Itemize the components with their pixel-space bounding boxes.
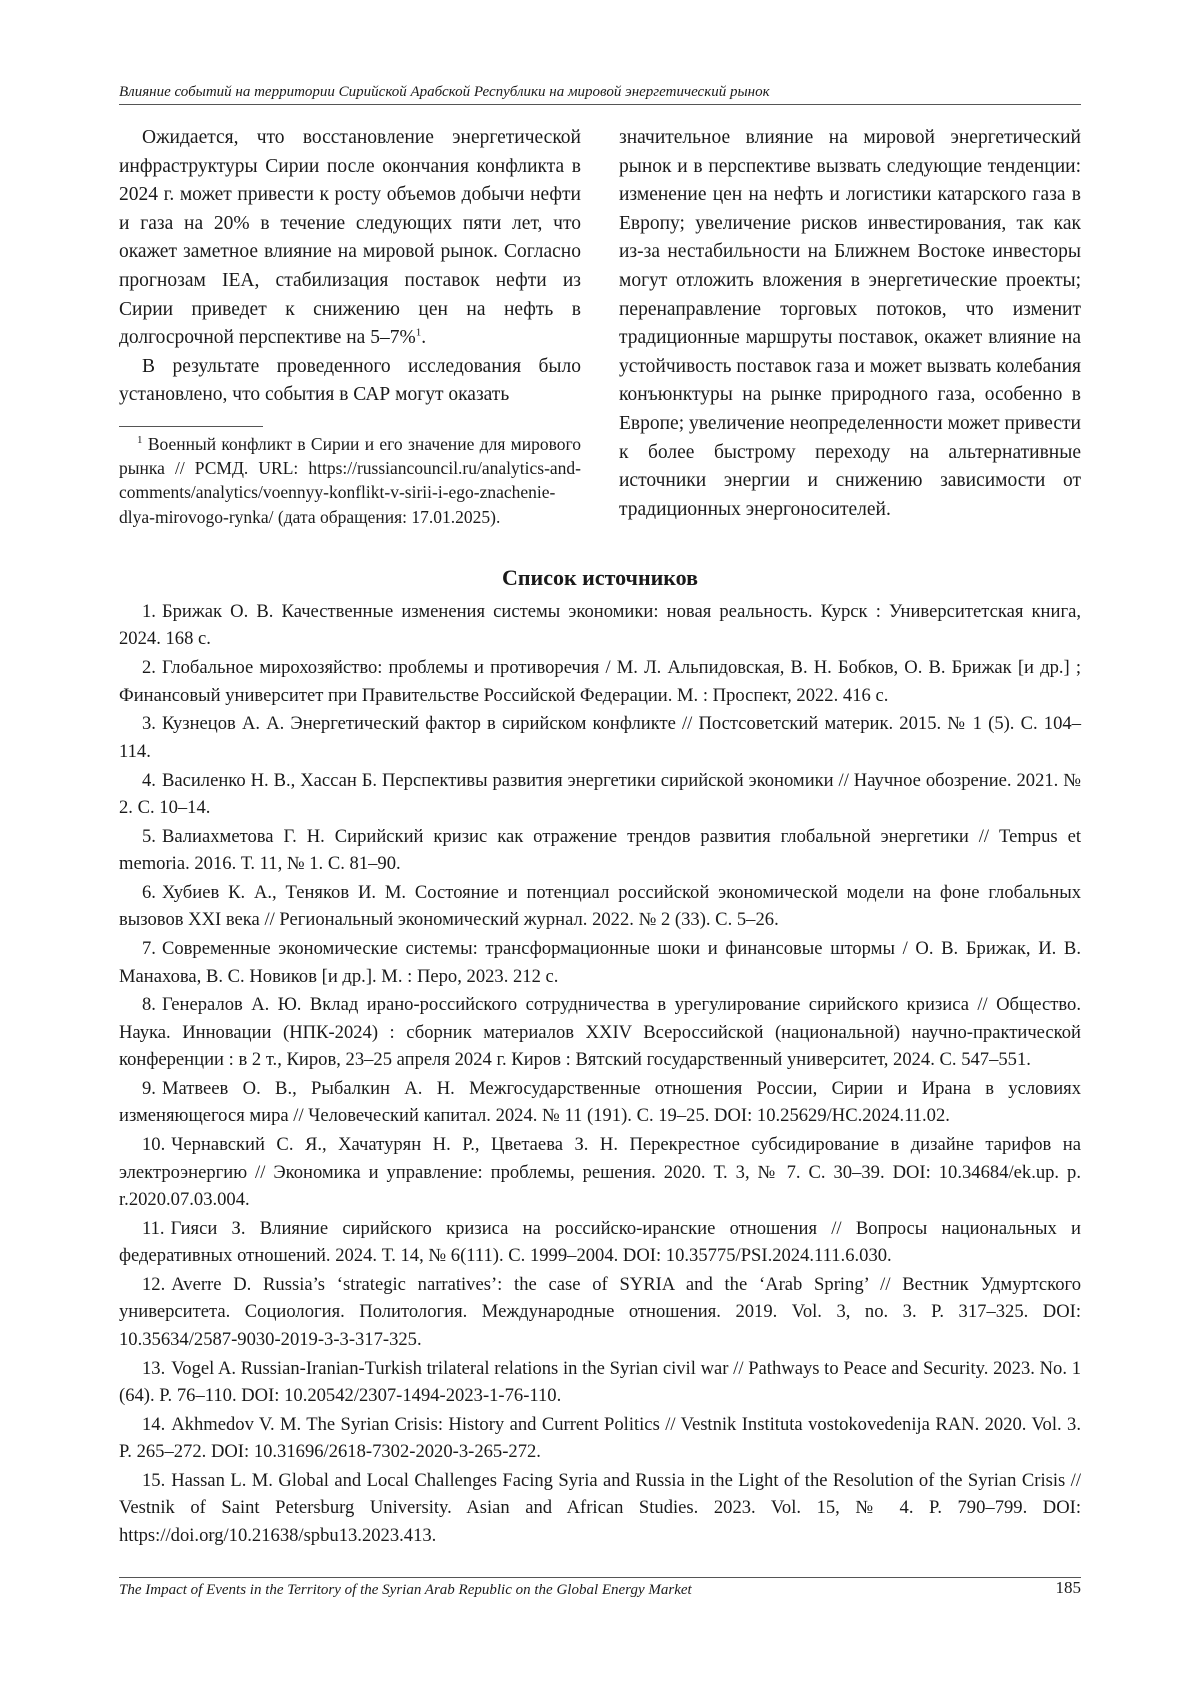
reference-item (119, 654, 1081, 709)
reference-text: Валиахметова Г. Н. Сирийский кризис как отражение трендов развития глобальной энергетики // Tempus et memoria. 2016. Т. 11, № 1. С. 81–90. (119, 825, 1081, 875)
footnote-mark: 1 (137, 434, 143, 447)
body-paragraph: В результате проведенного исследования было установлено, что события в САР могут оказать (119, 355, 581, 406)
reference-number: 2. (142, 657, 156, 679)
reference-number: 8. (142, 994, 156, 1016)
reference-text: Vogel A. Russian-Iranian-Turkish trilateral relations in the Syrian civil war // Pathways to Peace and Security. 2023. No. 1 (64). P. 76–110. DOI: 10.20542/2307-1494-2023-1-76-110. (119, 1357, 1081, 1407)
reference-number: 1. (142, 601, 156, 622)
reference-text: Глобальное мирохозяйство: проблемы и противоречия / М. Л. Альпидовская, В. Н. Бобков, О. В. Брижак [и др.] ; Финансовый университет при Правительстве Российской Федерации. М. : Проспект, 2022. 416 с. (119, 657, 1081, 706)
reference-number: 7. (142, 938, 156, 960)
reference-number: 14. (142, 1413, 166, 1435)
reference-number: 15. (142, 1470, 166, 1492)
reference-text: Кузнецов А. А. Энергетический фактор в сирийском конфликте // Постсоветский материк. 2015. № 1 (5). С. 104–114. (119, 713, 1081, 762)
reference-text: Чернавский С. Я., Хачатурян Н. Р., Цветаева З. Н. Перекрестное субсидирование в дизайне тарифов на электроэнергию // Экономика и управление: проблемы, решения. 2020. Т. 3, № 7. С. 30–39. DOI: 10.34684/ek.up. p. r.2020.07.03.004. (119, 1134, 1081, 1211)
reference-number: 9. (142, 1078, 156, 1100)
reference-item (119, 1411, 1081, 1466)
reference-item (119, 1355, 1081, 1410)
paragraph-text: Ожидается, что восстановление энергетической инфраструктуры Сирии после окончания конфликта в 2024 г. может привести к росту объемов добычи нефти и газа на 20% в течение следующих пяти лет, что окажет заметное влияние на мировой рынок. Согласно прогнозам IEA, стабилизация поставок нефти из Сирии приведет к снижению цен на нефть в долгосрочной перспективе на 5–7% (119, 127, 581, 349)
reference-item (119, 1215, 1081, 1270)
references-list (119, 598, 1081, 1551)
reference-text: Hassan L. M. Global and Local Challenges Facing Syria and Russia in the Light of the Resolution of the Syrian Crisis // Vestnik of Saint Petersburg University. Asian and African Studies. 2023. Vol. 15, № 4. P. 790–799. DOI: https://doi.org/10.21638/spbu13.2023.413. (119, 1470, 1081, 1546)
page-number: 185 (1055, 1578, 1081, 1597)
reference-item (119, 710, 1081, 765)
reference-item (119, 823, 1081, 878)
reference-number: 13. (142, 1357, 166, 1379)
reference-number: 4. (142, 769, 156, 791)
footnote-text: Военный конфликт в Сирии и его значение для мирового рынка // РСМД. URL: https://russiancouncil.ru/analytics-and-comments/analytics/voennyy-konflikt-v-sirii-i-ego-znachenie-dlya-mirovogo-rynka/ (дата обращения: 17.01.2025). (119, 434, 582, 527)
running-header: Влияние событий на территории Сирийской Арабской Республики на мировой энергетический рынок (119, 84, 770, 100)
footnote-reference: 1 (415, 326, 422, 339)
footer-rule (119, 1577, 1081, 1578)
footer-english-title: The Impact of Events in the Territory of the Syrian Arab Republic on the Global Energy Market (119, 1582, 692, 1598)
reference-item (119, 879, 1081, 934)
reference-text: Akhmedov V. M. The Syrian Crisis: History and Current Politics // Vestnik Instituta vostokovedenija RAN. 2020. Vol. 3. P. 265–272. DOI: 10.31696/2618-7302-2020-3-265-272. (119, 1413, 1081, 1463)
reference-text: Генералов А. Ю. Вклад ирано-российского сотрудничества в урегулирование сирийского кризиса // Общество. Наука. Инновации (НПК-2024) : сборник материалов XXIV Всероссийской (национальной) научно-практической конференции : в 2 т., Киров, 23–25 апреля 2024 г. Киров : Вятский государственный университет, 2024. С. 547–551. (119, 994, 1081, 1071)
reference-item (119, 935, 1081, 990)
references-title: Список источников (501, 565, 699, 590)
reference-item (119, 767, 1081, 822)
reference-text: Василенко Н. В., Хассан Б. Перспективы развития энергетики сирийской экономики // Научное обозрение. 2021. № 2. С. 10–14. (119, 769, 1081, 819)
reference-item (119, 991, 1081, 1073)
reference-text: Хубиев К. А., Теняков И. М. Состояние и потенциал российской экономической модели на фоне глобальных вызовов XXI века // Региональный экономический журнал. 2022. № 2 (33). С. 5–26. (119, 882, 1081, 931)
body-right-column (619, 124, 1081, 524)
reference-number: 5. (142, 825, 156, 847)
reference-number: 3. (142, 713, 156, 735)
reference-item (119, 1271, 1081, 1353)
reference-item (119, 1075, 1081, 1130)
reference-item (119, 1467, 1081, 1549)
paragraph-end: . (421, 327, 427, 349)
footnote-rule (119, 426, 263, 427)
body-paragraph (119, 124, 581, 353)
reference-text: Брижак О. В. Качественные изменения системы экономики: новая реальность. Курск : Университетская книга, 2024. 168 с. (119, 601, 1081, 650)
reference-number: 10. (142, 1134, 166, 1156)
reference-text: Averre D. Russia’s ‘strategic narratives’: the case of SYRIA and the ‘Arab Spring’ // Вестник Удмуртского университета. Социология. Политология. Международные отношения. 2019. Vol. 3, no. 3. P. 317–325. DOI: 10.35634/2587-9030-2019-3-3-317-325. (119, 1274, 1081, 1350)
footnote (119, 432, 581, 529)
body-left-column (119, 124, 581, 410)
reference-number: 6. (142, 882, 156, 904)
reference-text: Современные экономические системы: трансформационные шоки и финансовые штормы / О. В. Брижак, И. В. Манахова, В. С. Новиков [и др.]. М. : Перо, 2023. 212 с. (119, 938, 1081, 987)
reference-number: 11. (142, 1217, 165, 1239)
reference-number: 12. (142, 1274, 166, 1296)
header-rule (119, 104, 1081, 105)
reference-item (119, 1131, 1081, 1213)
reference-item (119, 598, 1081, 653)
body-paragraph: значительное влияние на мировой энергетический рынок и в перспективе вызвать следующие тенденции: изменение цен на нефть и логистики катарского газа в Европу; увеличение рисков инвестирования, так как из-за нестабильности на Ближнем Востоке инвесторы могут отложить вложения в энергетические проекты; перенаправление торговых потоков, что изменит традиционные маршруты поставок, окажет влияние на устойчивость поставок газа и может вызвать колебания конъюнктуры на рынке природного газа, особенно в Европе; увеличение неопределенности может привести к более быстрому переходу на альтернативные источники энергии и снижению зависимости от традиционных энергоносителей. (619, 127, 1081, 520)
reference-text: Гияси З. Влияние сирийского кризиса на российско-иранские отношения // Вопросы национальных и федеративных отношений. 2024. Т. 14, № 6(111). С. 1999–2004. DOI: 10.35775/PSI.2024.111.6.030. (119, 1217, 1081, 1267)
reference-text: Матвеев О. В., Рыбалкин А. Н. Межгосударственные отношения России, Сирии и Ирана в условиях изменяющегося мира // Человеческий капитал. 2024. № 11 (191). С. 19–25. DOI: 10.25629/HC.2024.11.02. (119, 1078, 1081, 1127)
footnote-body (119, 432, 581, 529)
